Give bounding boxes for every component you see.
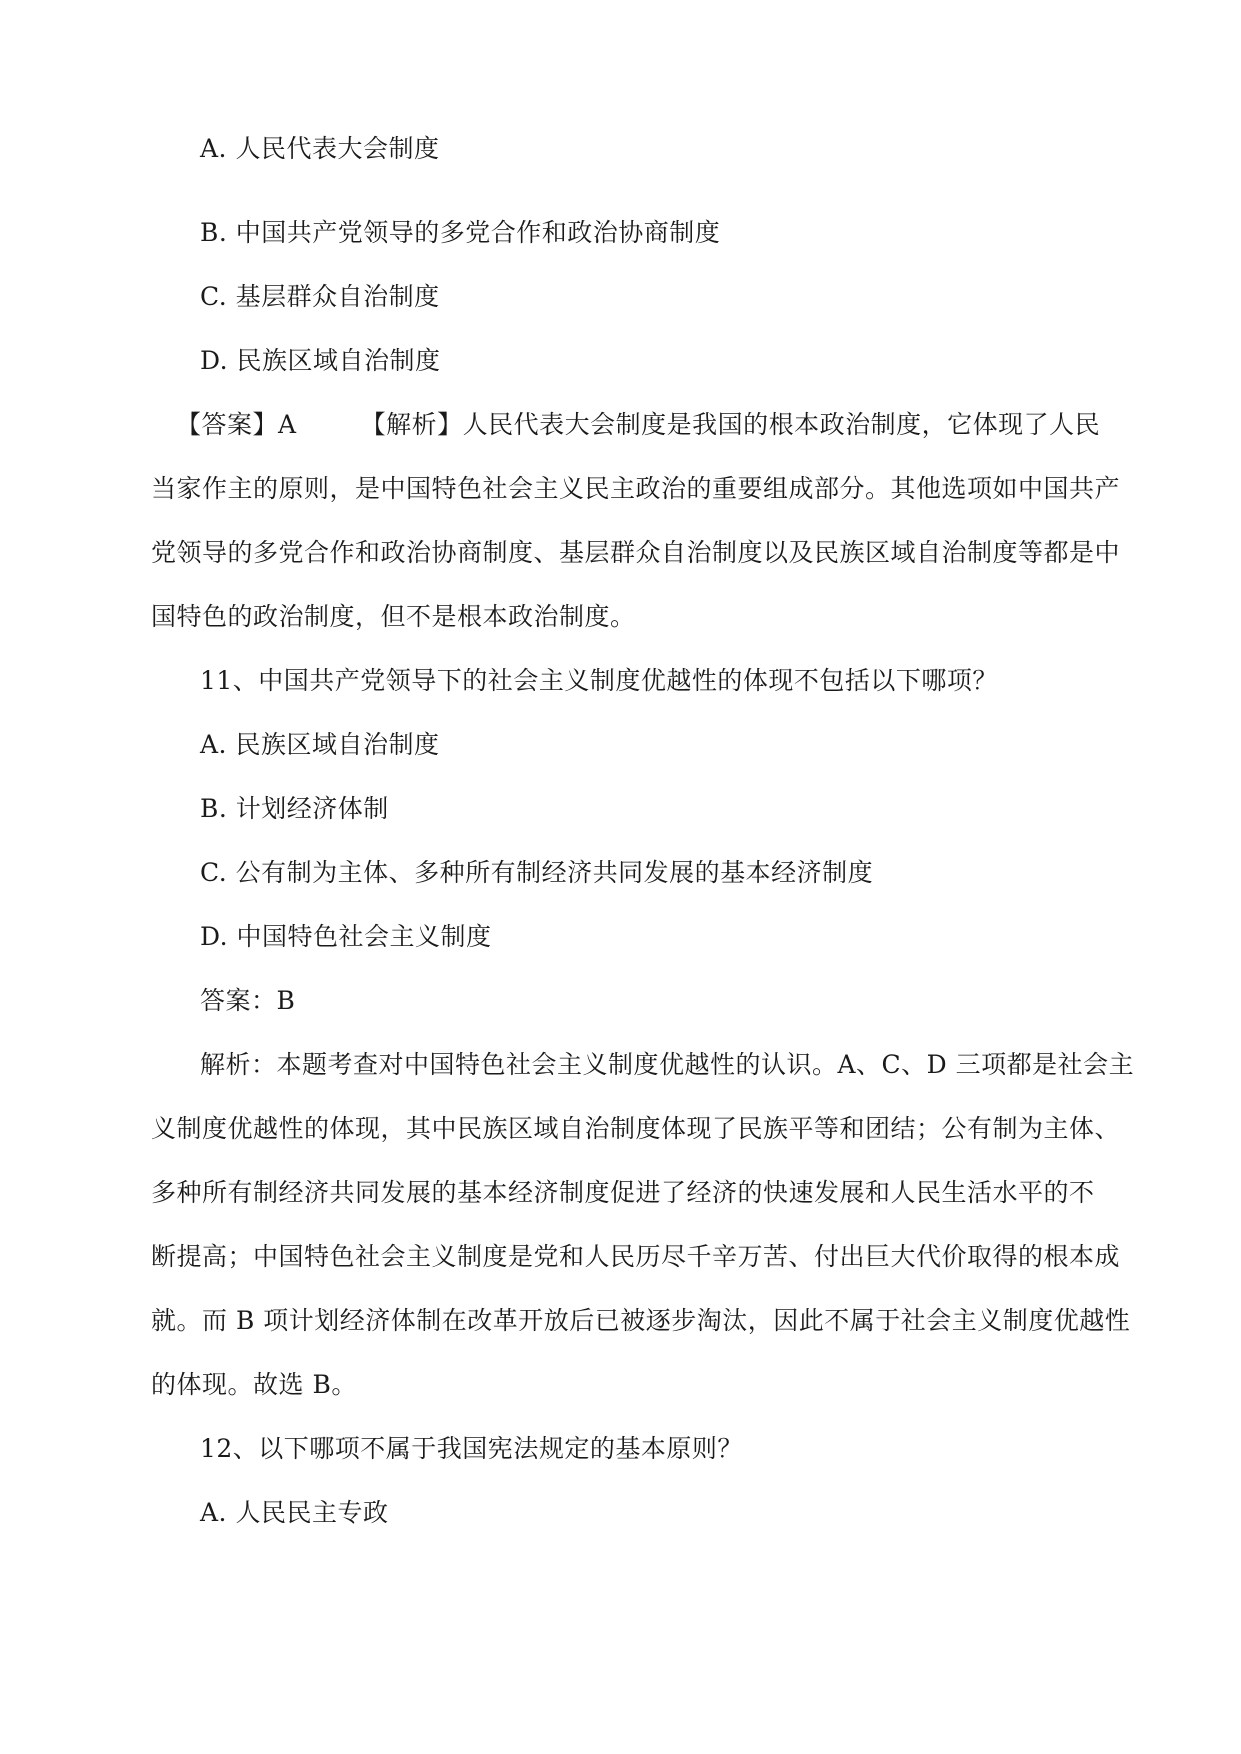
q10-analysis-first-line: 人民代表大会制度是我国的根本政治制度，它体现了人民 <box>462 410 1101 439</box>
q11-analysis-first-line: 解析：本题考查对中国特色社会主义制度优越性的认识。A、C、D 三项都是社会主 <box>200 1050 1135 1079</box>
q11-option-a: A. 民族区域自治制度 <box>200 730 440 759</box>
q11-question: 11、中国共产党领导下的社会主义制度优越性的体现不包括以下哪项？ <box>200 666 998 695</box>
q11-analysis-line: 就。而 B 项计划经济体制在改革开放后已被逐步淘汰，因此不属于社会主义制度优越性 <box>151 1306 1131 1335</box>
q11-analysis-line: 断提高；中国特色社会主义制度是党和人民历尽千辛万苦、付出巨大代价取得的根本成 <box>151 1242 1121 1271</box>
q10-analysis-line: 国特色的政治制度，但不是根本政治制度。 <box>151 602 636 631</box>
q12-question: 12、以下哪项不属于我国宪法规定的基本原则？ <box>200 1434 743 1463</box>
q10-option-c: C. 基层群众自治制度 <box>200 282 440 311</box>
q11-analysis-line: 义制度优越性的体现，其中民族区域自治制度体现了民族平等和团结；公有制为主体、 <box>151 1114 1121 1143</box>
q10-option-a: A. 人民代表大会制度 <box>200 134 440 163</box>
q11-analysis-line: 的体现。故选 B。 <box>151 1370 357 1399</box>
q10-analysis-line: 党领导的多党合作和政治协商制度、基层群众自治制度以及民族区域自治制度等都是中 <box>151 538 1121 567</box>
q10-option-d: D. 民族区域自治制度 <box>200 346 441 375</box>
q12-option-a: A. 人民民主专政 <box>200 1498 389 1527</box>
q10-analysis-line: 当家作主的原则，是中国特色社会主义民主政治的重要组成部分。其他选项如中国共产 <box>151 474 1121 503</box>
q10-option-b: B. 中国共产党领导的多党合作和政治协商制度 <box>200 218 721 247</box>
q11-option-b: B. 计划经济体制 <box>200 794 389 823</box>
q11-analysis-line: 多种所有制经济共同发展的基本经济制度促进了经济的快速发展和人民生活水平的不 <box>151 1178 1095 1207</box>
q11-option-c: C. 公有制为主体、多种所有制经济共同发展的基本经济制度 <box>200 858 874 887</box>
q11-answer: 答案：B <box>200 986 296 1015</box>
q10-analysis-label: 【解析】 <box>360 410 463 439</box>
q10-answer-label: 【答案】A <box>176 410 297 439</box>
q11-option-d: D. 中国特色社会主义制度 <box>200 922 492 951</box>
q10-answer-paragraph <box>176 410 1100 440</box>
